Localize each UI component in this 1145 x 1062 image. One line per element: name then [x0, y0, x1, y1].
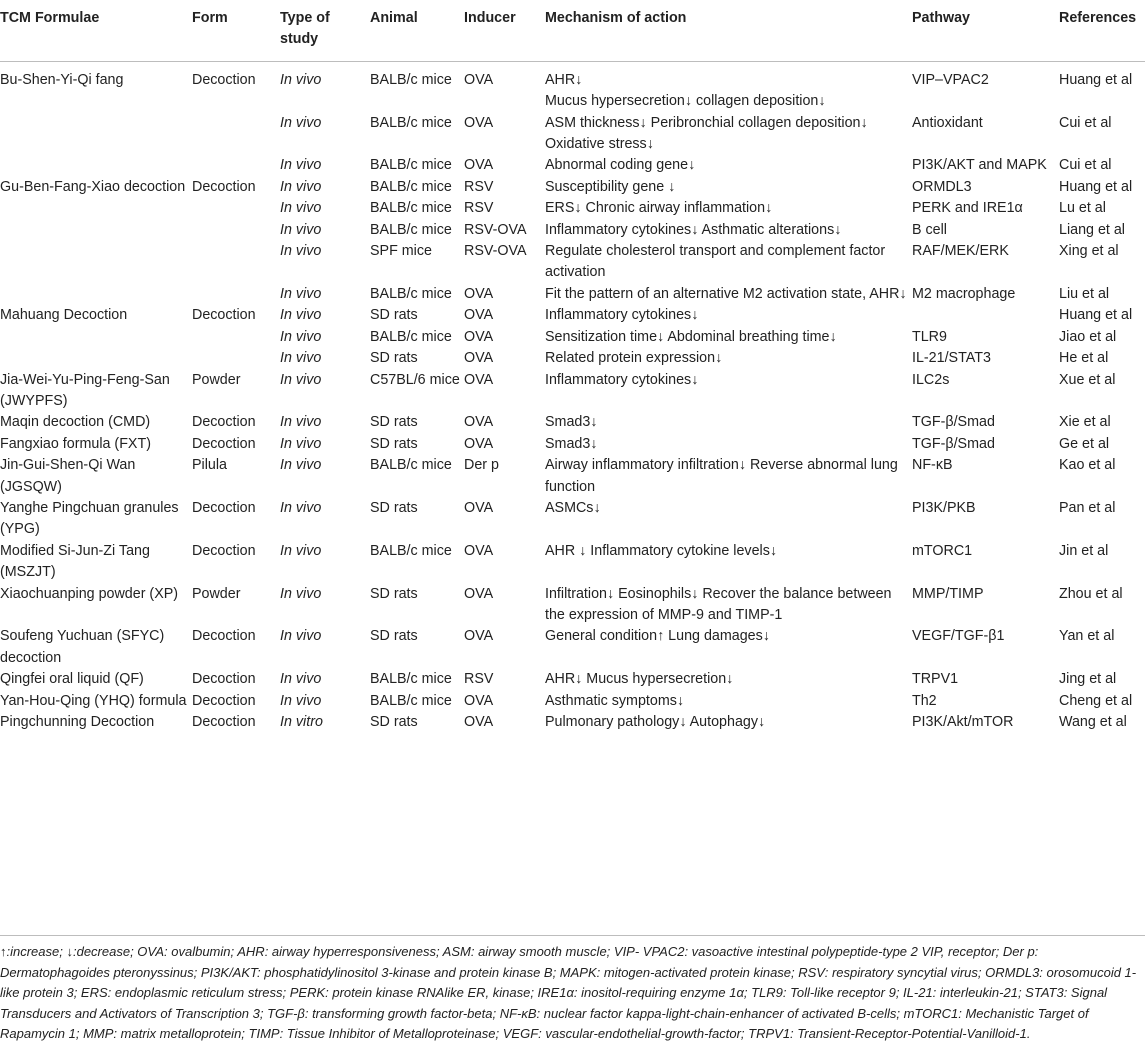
cell-inducer: OVA: [464, 714, 494, 730]
cell-animal: SD rats: [370, 714, 418, 730]
cell-reference: Ge et al: [1059, 435, 1110, 452]
cell-pathway: MMP/TIMP: [912, 585, 984, 602]
cell-study-type: In vitro: [280, 714, 323, 730]
cell-animal: BALB/c mice: [370, 285, 452, 302]
cell-formula: [0, 198, 192, 219]
cell-inducer: RSV: [464, 178, 494, 195]
table-row: [0, 412, 1145, 433]
cell-form: Decoction: [192, 307, 256, 324]
cell-formula: Maqin decoction (CMD): [0, 414, 151, 431]
cell-pathway: [912, 305, 1059, 326]
cell-formula: [0, 155, 192, 176]
cell-study-type: In vivo: [280, 350, 322, 367]
cell-pathway: RAF/MEK/ERK: [912, 243, 1009, 260]
table-row: [0, 455, 1145, 498]
cell-animal: BALB/c mice: [370, 178, 452, 195]
cell-animal: SD rats: [370, 350, 418, 367]
cell-inducer: OVA: [464, 585, 494, 602]
header-tcm-formulae: TCM Formulae: [0, 0, 192, 61]
cell-animal: C57BL/6 mice: [370, 371, 460, 388]
cell-study-type: [280, 91, 370, 112]
cell-study-type: In vivo: [280, 221, 322, 238]
table-footnote: ↑:increase; ↓:decrease; OVA: ovalbumin; AHR: airway hyperresponsiveness; ASM: airway smooth muscle; VIP- VPAC2: vasoactive intestinal polypeptide-type 2 VIP, receptor; Der p: Dermatophagoides pteronyssinus; PI3K/AKT: phosphatidylinositol 3-kinase and protein kinase B; MAPK: mitogen-activated protein kinase; RSV: respiratory syncytial virus; ORMDL3: orosomucoid 1-like protein 3; ERS: endoplasmic reticulum stress; PERK: protein kinase RNAlike ER, kinase; IRE1α: inositol-requiring enzyme 1α; TLR9: Toll-like receptor 9; IL-21: interleukin-21; STAT3: Signal Transducers and Activators of Transcription 3; TGF-β: transforming growth factor-beta; NF-κB: nuclear factor kappa-light-chain-enhancer of activated B-cells; mTORC1: Mechanistic Target of Rapamycin 1; MMP: matrix metalloprotein; TIMP: Tissue Inhibitor of Metalloproteinase; VEGF: vascular-endothelial-growth-factor; TRPV1: Transient-Receptor-Potential-Vanilloid-1.: [0, 944, 1137, 1042]
cell-reference: Liang et al: [1059, 221, 1125, 238]
cell-formula: Jin-Gui-Shen-Qi Wan (JGSQW): [0, 457, 136, 495]
cell-mechanism: Regulate cholesterol transport and complement factor activation: [545, 243, 886, 281]
cell-mechanism: ASM thickness↓ Peribronchial collagen deposition↓ Oxidative stress↓: [545, 114, 868, 153]
cell-inducer: OVA: [464, 628, 494, 645]
cell-reference: Pan et al: [1059, 499, 1116, 516]
cell-animal: [370, 91, 464, 112]
cell-pathway: mTORC1: [912, 542, 973, 559]
cell-form: Decoction: [192, 71, 256, 88]
cell-form: Decoction: [192, 435, 256, 452]
cell-reference: Yan et al: [1059, 628, 1115, 645]
cell-pathway: ILC2s: [912, 371, 950, 388]
cell-inducer: OVA: [464, 157, 494, 174]
cell-form: Decoction: [192, 671, 256, 688]
cell-form: Pilula: [192, 457, 227, 474]
cell-mechanism: AHR↓ Mucus hypersecretion↓: [545, 671, 734, 688]
table-row: [0, 61, 1145, 91]
table-row: [0, 284, 1145, 305]
cell-reference: Jiao et al: [1059, 328, 1117, 345]
cell-inducer: [464, 91, 545, 112]
cell-formula: Yan-Hou-Qing (YHQ) formula: [0, 692, 187, 709]
header-animal: Animal: [370, 0, 464, 61]
header-form: Form: [192, 0, 280, 61]
cell-formula: Pingchunning Decoction: [0, 714, 155, 730]
cell-formula: Fangxiao formula (FXT): [0, 435, 151, 452]
cell-form: [192, 327, 280, 348]
cell-form: Decoction: [192, 414, 256, 431]
cell-form: [192, 220, 280, 241]
cell-form: [192, 241, 280, 284]
cell-reference: Cui et al: [1059, 157, 1112, 174]
header-inducer: Inducer: [464, 0, 545, 61]
cell-mechanism: Infiltration↓ Eosinophils↓ Recover the balance between the expression of MMP-9 and TIMP-1: [545, 585, 892, 623]
cell-reference: Huang et al: [1059, 307, 1133, 324]
table-row: [0, 626, 1145, 669]
cell-form: Decoction: [192, 178, 256, 195]
cell-mechanism: ASMCs↓: [545, 499, 601, 516]
cell-animal: BALB/c mice: [370, 328, 452, 345]
cell-reference: Xing et al: [1059, 243, 1119, 260]
cell-inducer: OVA: [464, 114, 494, 131]
table-row: [0, 327, 1145, 348]
cell-inducer: RSV-OVA: [464, 221, 527, 238]
cell-formula: [0, 113, 192, 156]
cell-inducer: OVA: [464, 414, 494, 431]
cell-pathway: TGF-β/Smad: [912, 435, 995, 452]
cell-reference: Jin et al: [1059, 542, 1109, 559]
cell-study-type: In vivo: [280, 499, 322, 516]
cell-study-type: In vivo: [280, 328, 322, 345]
cell-study-type: In vivo: [280, 414, 322, 431]
cell-reference: Wang et al: [1059, 714, 1127, 730]
cell-reference: Lu et al: [1059, 200, 1106, 217]
cell-animal: BALB/c mice: [370, 200, 452, 217]
cell-animal: BALB/c mice: [370, 157, 452, 174]
cell-animal: BALB/c mice: [370, 221, 452, 238]
cell-reference: Kao et al: [1059, 457, 1116, 474]
table-row: [0, 198, 1145, 219]
cell-inducer: OVA: [464, 371, 494, 388]
cell-mechanism: Abnormal coding gene↓: [545, 157, 696, 174]
cell-mechanism: Susceptibility gene ↓: [545, 178, 676, 195]
cell-inducer: OVA: [464, 71, 494, 88]
cell-reference: Cheng et al: [1059, 692, 1133, 709]
cell-form: [192, 284, 280, 305]
cell-pathway: B cell: [912, 221, 947, 238]
table-row: [0, 220, 1145, 241]
cell-formula: [0, 284, 192, 305]
cell-inducer: OVA: [464, 307, 494, 324]
cell-pathway: PERK and IRE1α: [912, 200, 1023, 217]
table-row: [0, 155, 1145, 176]
cell-mechanism: Inflammatory cytokines↓: [545, 307, 699, 324]
cell-mechanism: Inflammatory cytokines↓ Asthmatic alterations↓: [545, 221, 842, 238]
table-row: [0, 177, 1145, 198]
table-row: [0, 241, 1145, 284]
cell-animal: BALB/c mice: [370, 671, 452, 688]
cell-mechanism: Asthmatic symptoms↓: [545, 692, 685, 709]
table-header-row: [0, 0, 1145, 61]
cell-animal: SD rats: [370, 414, 418, 431]
cell-formula: Soufeng Yuchuan (SFYC) decoction: [0, 628, 165, 666]
cell-reference: He et al: [1059, 350, 1109, 367]
cell-mechanism: AHR↓: [545, 71, 583, 88]
cell-study-type: In vivo: [280, 628, 322, 645]
cell-reference: [1059, 91, 1145, 112]
cell-formula: Xiaochuanping powder (XP): [0, 585, 179, 602]
cell-study-type: In vivo: [280, 114, 322, 131]
header-type-of-study: Type of study: [280, 0, 370, 61]
cell-pathway: PI3K/Akt/mTOR: [912, 714, 1014, 730]
cell-pathway: Antioxidant: [912, 114, 983, 131]
header-references: References: [1059, 0, 1145, 61]
cell-mechanism: ERS↓ Chronic airway inflammation↓: [545, 200, 773, 217]
table-row: [0, 370, 1145, 413]
cell-study-type: In vivo: [280, 457, 322, 474]
cell-study-type: In vivo: [280, 371, 322, 388]
cell-form: [192, 113, 280, 156]
cell-reference: Xue et al: [1059, 371, 1116, 388]
cell-form: [192, 348, 280, 369]
table-row: [0, 305, 1145, 326]
footnote-section: [0, 935, 1145, 1045]
cell-animal: BALB/c mice: [370, 114, 452, 131]
cell-pathway: Th2: [912, 692, 937, 709]
cell-inducer: OVA: [464, 285, 494, 302]
cell-study-type: In vivo: [280, 585, 322, 602]
header-pathway: Pathway: [912, 0, 1059, 61]
cell-inducer: RSV: [464, 200, 494, 217]
cell-formula: [0, 241, 192, 284]
cell-reference: Liu et al: [1059, 285, 1110, 302]
cell-study-type: In vivo: [280, 243, 322, 260]
cell-pathway: VIP–VPAC2: [912, 71, 989, 88]
cell-animal: SD rats: [370, 585, 418, 602]
cell-study-type: In vivo: [280, 542, 322, 559]
cell-study-type: In vivo: [280, 671, 322, 688]
cell-pathway: IL-21/STAT3: [912, 350, 991, 367]
cell-inducer: OVA: [464, 328, 494, 345]
cell-formula: [0, 220, 192, 241]
cell-formula: [0, 91, 192, 112]
cell-mechanism: Pulmonary pathology↓ Autophagy↓: [545, 714, 766, 730]
cell-reference: Zhou et al: [1059, 585, 1123, 602]
cell-pathway: PI3K/AKT and MAPK: [912, 157, 1047, 174]
table-row: [0, 669, 1145, 690]
table-body: [0, 61, 1145, 733]
cell-form: [192, 91, 280, 112]
cell-form: Decoction: [192, 714, 256, 730]
cell-study-type: In vivo: [280, 71, 322, 88]
cell-study-type: In vivo: [280, 157, 322, 174]
table-row: [0, 498, 1145, 541]
cell-formula: Gu-Ben-Fang-Xiao decoction: [0, 178, 186, 195]
cell-study-type: In vivo: [280, 692, 322, 709]
cell-formula: Qingfei oral liquid (QF): [0, 671, 144, 688]
cell-pathway: NF-κB: [912, 457, 953, 474]
cell-pathway: TRPV1: [912, 671, 959, 688]
cell-reference: Jing et al: [1059, 671, 1117, 688]
cell-animal: BALB/c mice: [370, 457, 452, 474]
cell-form: Decoction: [192, 692, 256, 709]
cell-form: [192, 198, 280, 219]
cell-reference: Xie et al: [1059, 414, 1111, 431]
cell-formula: [0, 348, 192, 369]
cell-form: Powder: [192, 371, 241, 388]
cell-study-type: In vivo: [280, 178, 322, 195]
cell-inducer: OVA: [464, 542, 494, 559]
cell-animal: SD rats: [370, 499, 418, 516]
header-mechanism: Mechanism of action: [545, 0, 912, 61]
cell-animal: BALB/c mice: [370, 692, 452, 709]
table-row: [0, 434, 1145, 455]
cell-formula: Bu-Shen-Yi-Qi fang: [0, 71, 124, 88]
cell-study-type: In vivo: [280, 435, 322, 452]
cell-mechanism: General condition↑ Lung damages↓: [545, 628, 770, 645]
cell-animal: SD rats: [370, 435, 418, 452]
cell-animal: BALB/c mice: [370, 542, 452, 559]
cell-pathway: M2 macrophage: [912, 285, 1016, 302]
cell-formula: Mahuang Decoction: [0, 307, 128, 324]
cell-reference: Huang et al: [1059, 178, 1133, 195]
cell-mechanism: Airway inflammatory infiltration↓ Reverse abnormal lung function: [545, 457, 898, 495]
cell-formula: Modified Si-Jun-Zi Tang (MSZJT): [0, 542, 150, 581]
cell-pathway: TGF-β/Smad: [912, 414, 995, 431]
cell-pathway: [912, 91, 1059, 112]
cell-inducer: OVA: [464, 350, 494, 367]
cell-study-type: In vivo: [280, 200, 322, 217]
table-row: [0, 348, 1145, 369]
cell-form: [192, 155, 280, 176]
cell-animal: SD rats: [370, 628, 418, 645]
cell-animal: SPF mice: [370, 243, 432, 260]
table-row: [0, 691, 1145, 712]
cell-reference: Huang et al: [1059, 71, 1133, 88]
cell-mechanism: Inflammatory cytokines↓: [545, 371, 699, 388]
cell-pathway: PI3K/PKB: [912, 499, 976, 516]
cell-mechanism: AHR ↓ Inflammatory cytokine levels↓: [545, 542, 777, 559]
table-row: [0, 712, 1145, 733]
cell-mechanism: Smad3↓: [545, 435, 598, 452]
cell-mechanism: Fit the pattern of an alternative M2 activation state, AHR↓: [545, 285, 907, 302]
cell-form: Decoction: [192, 499, 256, 516]
cell-mechanism: Related protein expression↓: [545, 350, 723, 367]
table-row: [0, 584, 1145, 627]
cell-mechanism: Mucus hypersecretion↓ collagen deposition↓: [545, 93, 826, 110]
cell-animal: SD rats: [370, 307, 418, 324]
cell-reference: Cui et al: [1059, 114, 1112, 131]
table-row: [0, 541, 1145, 584]
cell-study-type: In vivo: [280, 307, 322, 324]
cell-pathway: VEGF/TGF-β1: [912, 628, 1005, 645]
cell-inducer: RSV-OVA: [464, 243, 527, 260]
cell-formula: [0, 327, 192, 348]
cell-inducer: OVA: [464, 435, 494, 452]
cell-inducer: RSV: [464, 671, 494, 688]
cell-formula: Yanghe Pingchuan granules (YPG): [0, 499, 179, 538]
table-row: [0, 91, 1145, 112]
cell-inducer: OVA: [464, 499, 494, 516]
cell-form: Decoction: [192, 628, 256, 645]
cell-pathway: TLR9: [912, 328, 947, 345]
cell-study-type: In vivo: [280, 285, 322, 302]
cell-formula: Jia-Wei-Yu-Ping-Feng-San (JWYPFS): [0, 371, 170, 409]
cell-inducer: OVA: [464, 692, 494, 709]
cell-form: Powder: [192, 585, 241, 602]
cell-inducer: Der p: [464, 457, 499, 474]
cell-mechanism: Sensitization time↓ Abdominal breathing time↓: [545, 328, 837, 345]
cell-form: Decoction: [192, 542, 256, 559]
cell-mechanism: Smad3↓: [545, 414, 598, 431]
cell-pathway: ORMDL3: [912, 178, 972, 195]
cell-animal: BALB/c mice: [370, 71, 452, 88]
table-row: [0, 113, 1145, 156]
